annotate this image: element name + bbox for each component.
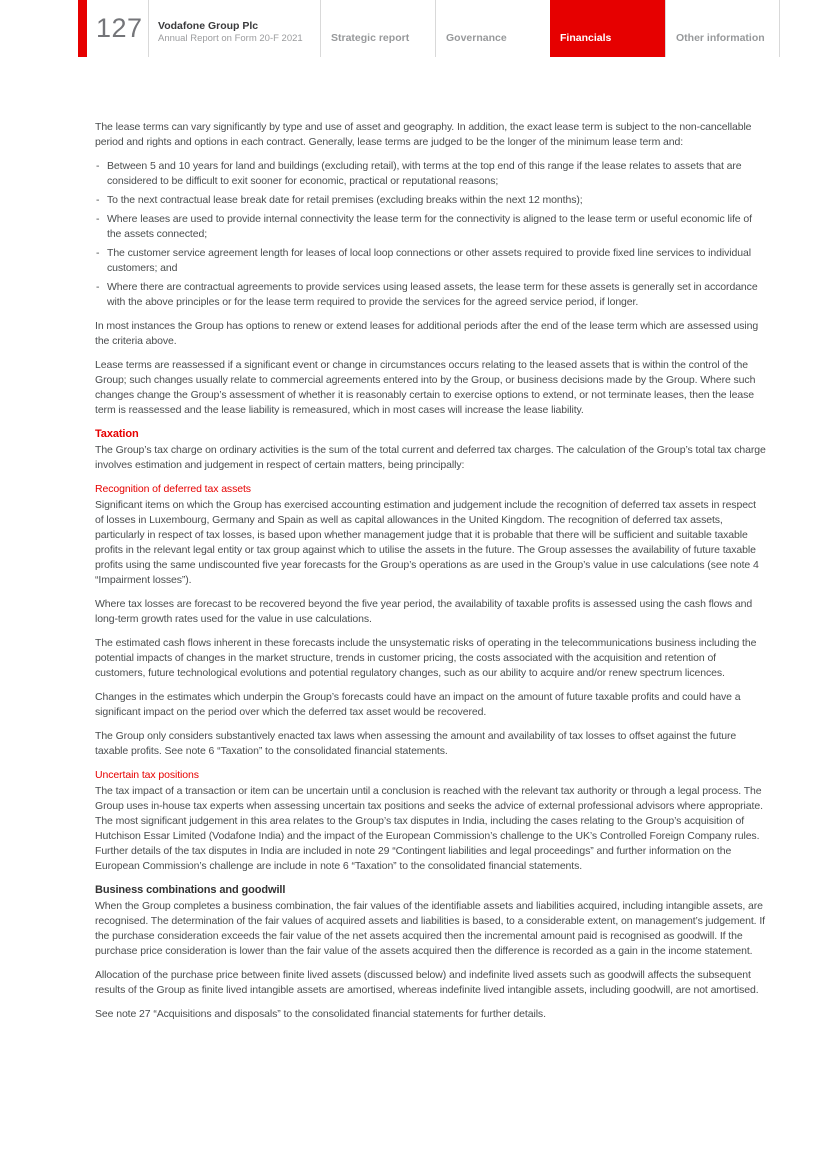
paragraph-significant-items: Significant items on which the Group has exercised accounting estimation and judgement include the recognition of deferred tax assets in respect of losses in Luxembourg, Germany and Spain as well as capital allowances in the United Kingdom. The recognition of deferred tax assets, particularly in respect of tax losses, is based upon whether management judge that it is probable that there will be sufficient and suitable taxable profits in the relevant legal entity or tax group against which to utilise the assets in the future. The Group assesses the availability of future taxable profits using the same undiscounted five year forecasts for the Group’s operations as are used in the Group’s value in use calculations (see note 4 “Impairment losses”). [95, 499, 759, 586]
paragraph-substantively-enacted: The Group only considers substantively enacted tax laws when assessing the amount and availability of tax losses to offset against the future taxable profits. See note 6 “Taxation” to the consolidated financial statements. [95, 730, 737, 757]
bullet-item: - To the next contractual lease break date for retail premises (excluding breaks within the next 12 months); [95, 193, 767, 208]
bullet-item: - Where there are contractual agreements to provide services using leased assets, the lease term for these assets is generally set in accordance with the above principles or for the lease term required to provide the services for the agreed service period, if longer. [95, 280, 767, 310]
paragraph-changes-estimates: Changes in the estimates which underpin the Group’s forecasts could have an impact on the amount of future taxable profits and could have a significant impact on the period over which the deferred tax asset would be recovered. [95, 691, 741, 718]
paragraph-tax-impact: The tax impact of a transaction or item can be uncertain until a conclusion is reached with the relevant tax authority or through a legal process. The Group uses in-house tax experts when assessing uncertain tax positions and seeks the advice of external professional advisors where appropriate. The most significant judgement in this area relates to the Group’s tax disputes in India, including the cases relating to the Group’s acquisition of Hutchison Essar Limited (Vodafone India) and the impact of the European Commission’s challenge to the UK’s Controlled Foreign Company rules. Further details of the tax disputes in India are included in note 29 “Contingent liabilities and legal proceedings” and further information on the European Commission’s challenge are include in note 6 “Taxation” to the consolidated financial statements. [95, 785, 763, 872]
tab-label: Other information [676, 32, 765, 44]
subheading-uncertain-tax-positions: Uncertain tax positions [95, 769, 199, 781]
paragraph-purchase-price-allocation: Allocation of the purchase price between finite lived assets (discussed below) and indefinite lived assets such as goodwill affects the subsequent results of the Group as finite lived intangible assets are amortised, whereas indefinite lived intangible assets, including goodwill, are not amortised. [95, 969, 759, 996]
tab-label: Governance [446, 32, 507, 44]
paragraph-lease-terms-intro: The lease terms can vary significantly by type and use of asset and geography. In addition, the exact lease term is subject to the non-cancellable period and rights and options in each contract. Generally, lease terms are judged to be the longer of the minimum lease term and: [95, 121, 752, 148]
bullet-item: - The customer service agreement length for leases of local loop connections or other assets required to provide fixed line services to individual customers; and [95, 246, 767, 276]
page-body [95, 120, 767, 1031]
lease-term-bullet-list [95, 159, 767, 310]
company-name: Vodafone Group Plc [158, 20, 259, 32]
heading-taxation: Taxation [95, 428, 139, 440]
page-number: 127 [96, 13, 143, 43]
tab-governance[interactable] [435, 0, 550, 57]
bullet-item: - Where leases are used to provide internal connectivity the lease term for the connectivity is aligned to the lease term or useful economic life of the assets connected; [95, 212, 767, 242]
paragraph-tax-charge: The Group’s tax charge on ordinary activities is the sum of the total current and deferred tax charges. The calculation of the Group’s total tax charge involves estimation and judgement in respect of certain matters, being principally: [95, 444, 766, 471]
subheading-recognition-deferred-tax: Recognition of deferred tax assets [95, 483, 251, 495]
red-accent-bar [78, 0, 87, 57]
tab-label: Financials [560, 32, 612, 44]
paragraph-see-note-27: See note 27 “Acquisitions and disposals” to the consolidated financial statements for further details. [95, 1008, 546, 1020]
tab-strategic-report[interactable] [320, 0, 435, 57]
tab-label: Strategic report [331, 32, 410, 44]
paragraph-renew-options: In most instances the Group has options to renew or extend leases for additional periods after the end of the lease term which are assessed using the criteria above. [95, 320, 759, 347]
paragraph-tax-losses-forecast: Where tax losses are forecast to be recovered beyond the five year period, the availability of taxable profits is assessed using the cash flows and long-term growth rates used for the value in use calculations. [95, 598, 753, 625]
report-name: Annual Report on Form 20-F 2021 [158, 33, 303, 44]
paragraph-lease-reassessed: Lease terms are reassessed if a significant event or change in circumstances occurs relating to the leased assets that is within the control of the Group; such changes usually relate to commercial agreements entered into by the Group, or business decisions made by the Group. Where such changes change the Group’s assessment of whether it is reasonably certain to exercise options to extend, or not terminate leases, then the lease term is reassessed and the lease liability is remeasured, which in most cases will increase the lease liability. [95, 359, 756, 416]
report-header [78, 0, 780, 57]
paragraph-estimated-cash-flows: The estimated cash flows inherent in these forecasts include the unsystematic risks of operating in the telecommunications business including the potential impacts of changes in the market structure, trends in customer pricing, the costs associated with the acquisition and retention of customers, future technological evolutions and potential regulatory changes, such as our ability to acquire and/or renew spectrum licences. [95, 637, 757, 679]
bullet-item: - Between 5 and 10 years for land and buildings (excluding retail), with terms at the top end of this range if the lease relates to assets that are considered to be difficult to exit sooner for economic, practical or reputational reasons; [95, 159, 767, 189]
report-title-block [148, 0, 320, 57]
tab-other-information[interactable] [665, 0, 780, 57]
heading-business-combinations: Business combinations and goodwill [95, 884, 286, 896]
tab-financials[interactable] [550, 0, 665, 57]
paragraph-business-combination: When the Group completes a business combination, the fair values of the identifiable assets and liabilities acquired, including intangible assets, are recognised. The determination of the fair values of acquired assets and liabilities is based, to a considerable extent, on management’s judgement. If the purchase consideration exceeds the fair value of the net assets acquired then the incremental amount paid is recognised as goodwill. If the purchase price consideration is lower than the fair value of the assets acquired then the difference is recorded as a gain in the income statement. [95, 900, 765, 957]
